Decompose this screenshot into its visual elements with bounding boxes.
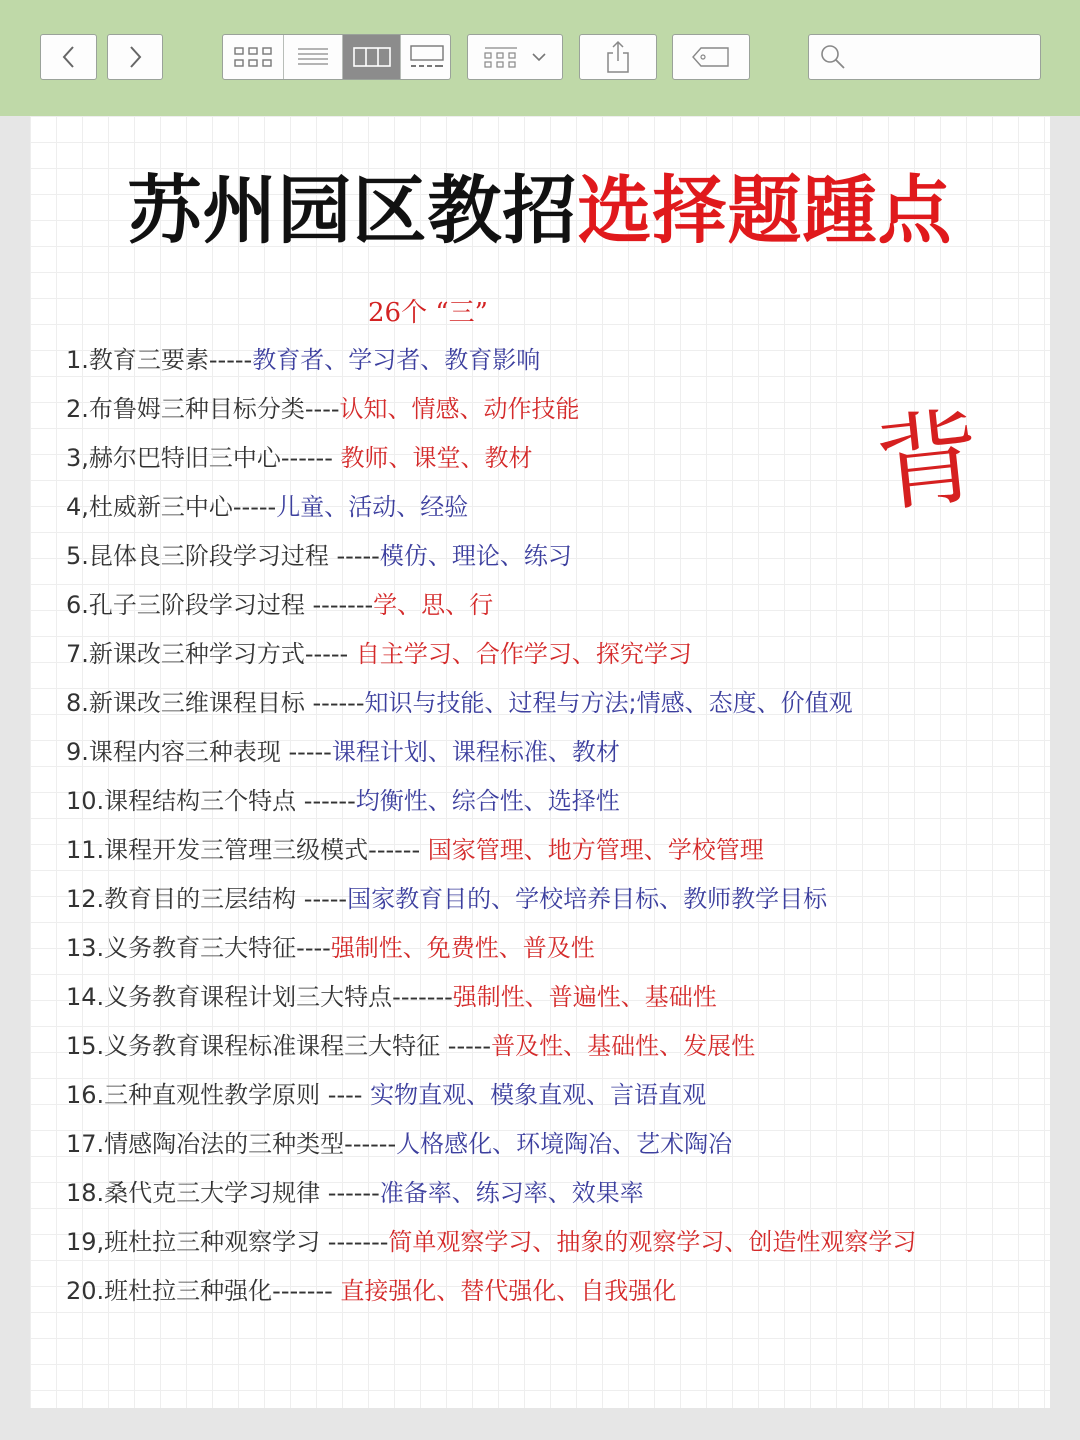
chevron-down-icon (531, 51, 547, 63)
tag-icon (691, 46, 731, 68)
item-question: 15.义务教育课程标准课程三大特征 ----- (66, 1032, 492, 1060)
view-grid-button[interactable] (223, 35, 283, 79)
item-answer: 国家教育目的、学校培养目标、教师教学目标 (347, 885, 828, 913)
title-red-part: 选择题踵点 (577, 168, 953, 254)
item-question: 11.课程开发三管理三级模式------ (66, 836, 428, 864)
list-item (66, 385, 1026, 434)
view-column-button[interactable] (342, 35, 400, 79)
item-question: 7.新课改三种学习方式----- (66, 640, 356, 668)
list-item (66, 483, 1026, 532)
item-answer: 强制性、免费性、普及性 (330, 934, 595, 962)
item-question: 3,赫尔巴特旧三中心------ (66, 444, 341, 472)
list-view-icon (297, 46, 329, 68)
item-answer: 课程计划、课程标准、教材 (331, 738, 620, 766)
list-item (66, 728, 1026, 777)
item-answer: 人格感化、环境陶冶、艺术陶冶 (396, 1130, 733, 1158)
list-item (66, 875, 1026, 924)
list-item (66, 434, 1026, 483)
item-question: 17.情感陶冶法的三种类型------ (66, 1130, 397, 1158)
list-item (66, 532, 1026, 581)
item-list (66, 336, 1026, 1316)
column-view-icon (353, 46, 391, 68)
group-by-button[interactable] (467, 34, 563, 80)
item-question: 19,班杜拉三种观察学习 ------- (66, 1228, 389, 1256)
item-answer: 自主学习、合作学习、探究学习 (355, 640, 692, 668)
list-item (66, 336, 1026, 385)
item-answer: 简单观察学习、抽象的观察学习、创造性观察学习 (388, 1228, 917, 1256)
page-title (30, 166, 1050, 256)
item-answer: 儿童、活动、经验 (276, 493, 469, 521)
list-item (66, 924, 1026, 973)
list-item (66, 679, 1026, 728)
list-item (66, 1071, 1026, 1120)
group-by-icon (483, 45, 523, 69)
list-item (66, 826, 1026, 875)
toolbar (0, 0, 1080, 116)
item-question: 12.教育目的三层结构 ----- (66, 885, 348, 913)
title-black-part: 苏州园区教招 (127, 168, 578, 254)
chevron-left-icon (59, 44, 79, 70)
chevron-right-icon (125, 44, 145, 70)
search-icon (819, 43, 847, 71)
list-item (66, 1120, 1026, 1169)
view-mode-control (222, 34, 451, 80)
list-item (66, 630, 1026, 679)
item-answer: 直接强化、替代强化、自我强化 (340, 1277, 677, 1305)
list-item (66, 1267, 1026, 1316)
item-answer: 准备率、练习率、效果率 (379, 1179, 644, 1207)
item-question: 13.义务教育三大特征---- (66, 934, 331, 962)
item-answer: 国家管理、地方管理、学校管理 (427, 836, 764, 864)
item-question: 1.教育三要素----- (66, 346, 253, 374)
item-question: 4,杜威新三中心----- (66, 493, 277, 521)
tag-button[interactable] (672, 34, 750, 80)
item-question: 20.班杜拉三种强化------- (66, 1277, 341, 1305)
list-item (66, 1218, 986, 1267)
item-answer: 教师、课堂、教材 (340, 444, 533, 472)
gallery-view-icon (408, 44, 446, 70)
list-item (66, 581, 1026, 630)
item-answer: 模仿、理论、练习 (379, 542, 572, 570)
search-field[interactable] (808, 34, 1041, 80)
item-answer: 知识与技能、过程与方法;情感、态度、价值观 (364, 689, 853, 717)
list-item (66, 973, 1026, 1022)
item-question: 6.孔子三阶段学习过程 ------- (66, 591, 374, 619)
forward-button[interactable] (107, 34, 163, 80)
view-list-button[interactable] (283, 35, 342, 79)
subtitle: 26个 “三” (368, 298, 488, 328)
item-answer: 普及性、基础性、发展性 (491, 1032, 756, 1060)
item-answer: 学、思、行 (373, 591, 494, 619)
item-answer: 均衡性、综合性、选择性 (355, 787, 620, 815)
item-answer: 教育者、学习者、教育影响 (252, 346, 541, 374)
item-answer: 强制性、普遍性、基础性 (452, 983, 717, 1011)
item-question: 16.三种直观性教学原则 ---- (66, 1081, 371, 1109)
item-answer: 认知、情感、动作技能 (339, 395, 580, 423)
share-icon (604, 40, 632, 74)
view-gallery-button[interactable] (400, 35, 452, 79)
list-item (66, 1169, 1026, 1218)
item-answer: 实物直观、模象直观、言语直观 (370, 1081, 707, 1109)
list-item (66, 1022, 1026, 1071)
document-page (30, 116, 1050, 1408)
share-button[interactable] (579, 34, 657, 80)
recite-stamp: 背 (869, 394, 987, 528)
item-question: 14.义务教育课程计划三大特点------- (66, 983, 453, 1011)
list-item (66, 777, 1026, 826)
search-input[interactable] (853, 41, 1037, 75)
item-question: 8.新课改三维课程目标 ------ (66, 689, 365, 717)
back-button[interactable] (40, 34, 97, 80)
item-question: 10.课程结构三个特点 ------ (66, 787, 356, 815)
grid-view-icon (233, 45, 273, 69)
item-question: 2.布鲁姆三种目标分类---- (66, 395, 340, 423)
item-question: 18.桑代克三大学习规律 ------ (66, 1179, 380, 1207)
item-question: 5.昆体良三阶段学习过程 ----- (66, 542, 380, 570)
item-question: 9.课程内容三种表现 ----- (66, 738, 332, 766)
